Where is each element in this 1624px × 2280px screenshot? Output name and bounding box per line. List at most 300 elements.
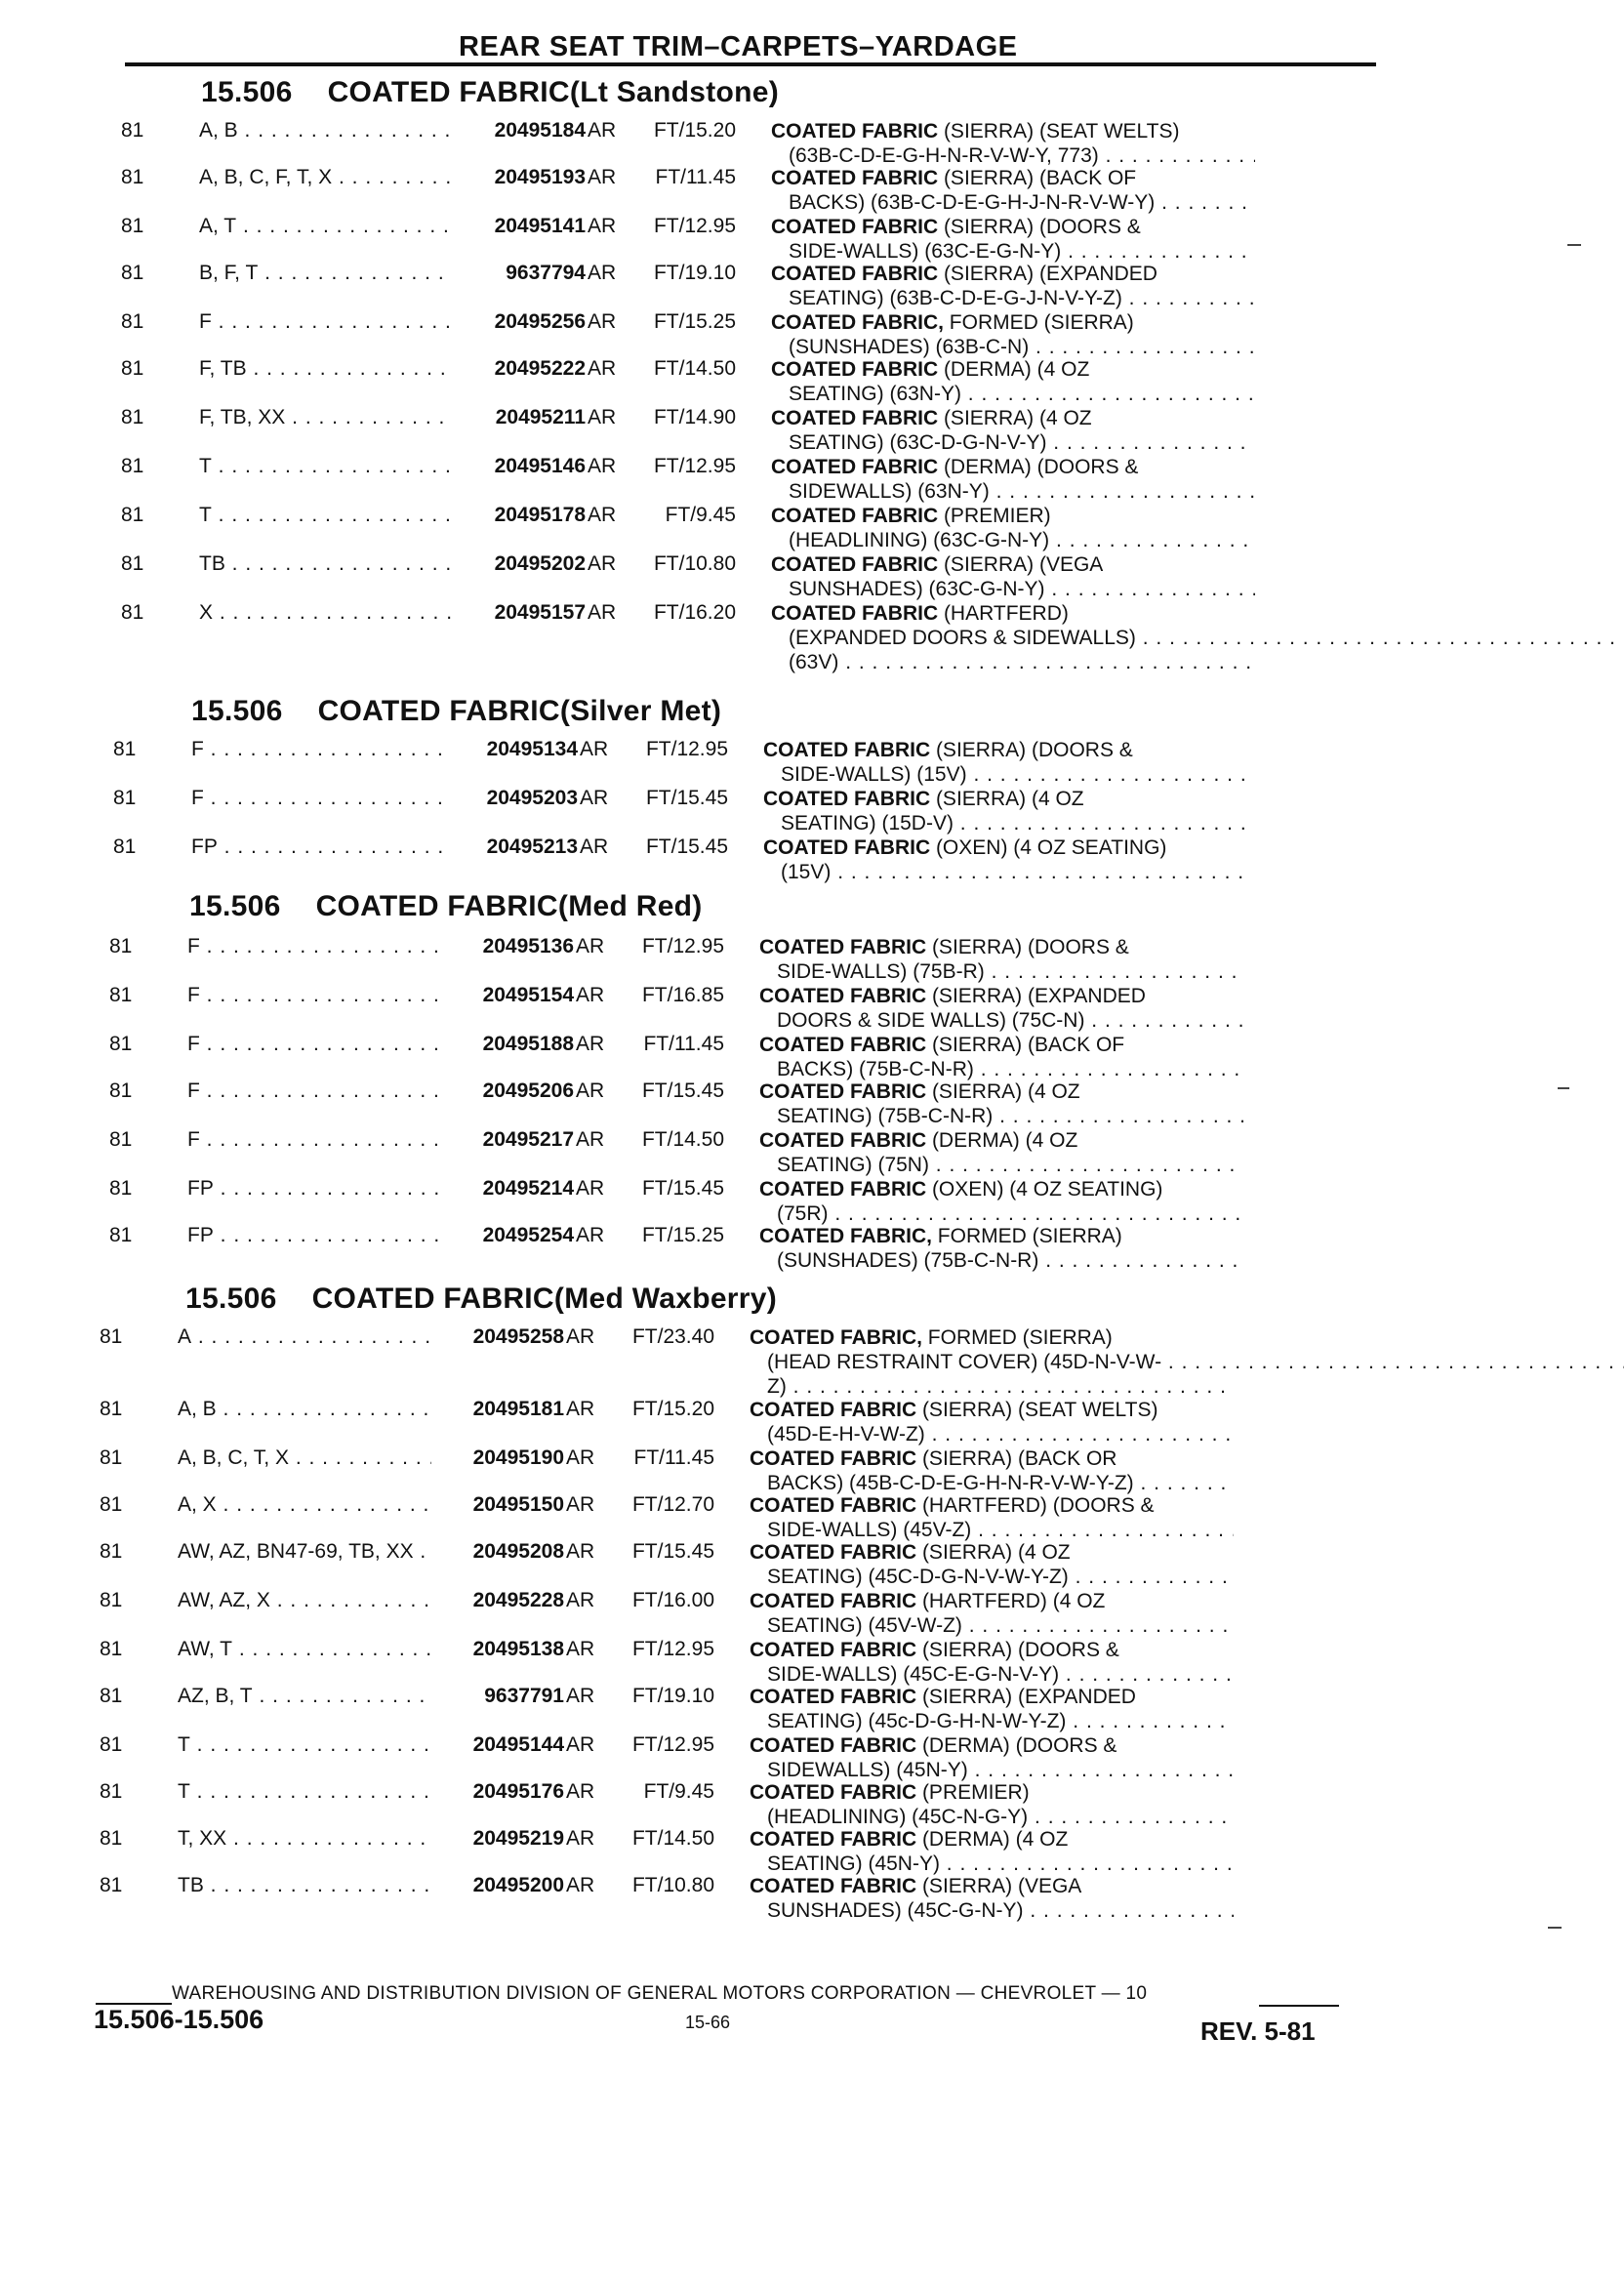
description-name: COATED FABRIC — [759, 1034, 927, 1056]
part-description — [750, 1827, 1238, 1876]
model-year: 81 — [100, 1446, 123, 1469]
section-title — [185, 1282, 777, 1316]
parts-row — [100, 1540, 1271, 1588]
model-codes: F . . . — [187, 935, 511, 958]
description-detail: (SIERRA) (4 OZ — [938, 407, 1092, 429]
description-continuation: SEATING) (15D-V) . . . — [763, 811, 1247, 835]
quantity: AR — [566, 1493, 595, 1516]
description-name: COATED FABRIC — [750, 1639, 917, 1661]
parts-row — [121, 504, 1292, 551]
part-description — [759, 1079, 1247, 1128]
model-codes: T . . . — [178, 1733, 502, 1757]
model-year: 81 — [121, 455, 144, 477]
model-year: 81 — [100, 1685, 123, 1707]
description-continuation: SEATING) (63C-D-G-N-V-Y) . . . — [771, 430, 1255, 455]
quantity: AR — [588, 455, 617, 477]
description-continuation: SUNSHADES) (63C-G-N-Y) . . . — [771, 577, 1255, 601]
description-detail: (SIERRA) (4 OZ — [916, 1541, 1071, 1564]
model-year: 81 — [100, 1874, 123, 1896]
description-line — [759, 935, 1247, 959]
unit-price: FT/15.45 — [645, 835, 728, 858]
part-description — [763, 835, 1251, 884]
model-year: 81 — [121, 166, 144, 188]
unit-price: FT/14.90 — [653, 406, 736, 428]
parts-row — [121, 119, 1292, 167]
description-continuation: (HEADLINING) (45C-N-G-Y) . . . — [750, 1805, 1234, 1829]
unit-price: FT/12.95 — [631, 1638, 714, 1660]
quantity: AR — [588, 215, 617, 237]
model-year: 81 — [121, 262, 144, 284]
section-heading: COATED FABRIC(Lt Sandstone) — [327, 76, 780, 108]
description-detail: (DERMA) (DOORS & — [916, 1734, 1117, 1757]
model-codes: F . . . — [187, 1079, 511, 1103]
description-detail: (SIERRA) (DOORS & — [916, 1639, 1119, 1661]
description-continuation: SIDE-WALLS) (45C-E-G-N-V-Y) . . . — [750, 1662, 1234, 1687]
part-number: 20495200 — [431, 1874, 564, 1897]
quantity: AR — [566, 1685, 595, 1707]
description-detail: (SIERRA) (EXPANDED — [938, 263, 1157, 285]
part-number: 20495258 — [431, 1325, 564, 1349]
parts-row — [121, 215, 1292, 263]
footer-section-range: 15.506-15.506 — [94, 2005, 264, 2034]
description-continuation: (EXPANDED DOORS & SIDEWALLS) . . . — [771, 626, 1255, 650]
unit-price: FT/11.45 — [633, 1446, 714, 1469]
unit-price: FT/19.10 — [653, 262, 736, 284]
model-year: 81 — [109, 984, 133, 1006]
model-codes: F . . . — [191, 738, 515, 761]
model-year: 81 — [121, 504, 144, 526]
parts-row — [121, 262, 1292, 309]
section-number: 15.506 — [191, 695, 283, 727]
model-year: 81 — [121, 601, 144, 624]
quantity: AR — [566, 1325, 595, 1348]
model-codes: F . . . — [187, 1128, 511, 1152]
model-codes: A, B . . . — [199, 119, 523, 142]
description-continuation: (HEADLINING) (63C-G-N-Y) . . . — [771, 528, 1255, 552]
description-continuation: (45D-E-H-V-W-Z) . . . — [750, 1422, 1234, 1446]
part-number: 20495254 — [441, 1224, 574, 1247]
part-description — [750, 1780, 1238, 1829]
part-description — [771, 552, 1259, 601]
part-number: 20495146 — [453, 455, 586, 478]
description-line — [759, 1079, 1247, 1104]
part-description — [759, 1224, 1247, 1273]
description-continuation: SIDE-WALLS) (45V-Z) . . . — [750, 1518, 1234, 1542]
part-number: 20495176 — [431, 1780, 564, 1804]
description-detail: (HARTFERD) (4 OZ — [916, 1590, 1106, 1612]
description-continuation: BACKS) (63B-C-D-E-G-H-J-N-R-V-W-Y) . . . — [771, 190, 1255, 215]
parts-row — [109, 1079, 1280, 1127]
description-name: COATED FABRIC — [763, 788, 931, 810]
description-line — [763, 787, 1251, 811]
description-name: COATED FABRIC — [771, 602, 939, 625]
part-number: 20495188 — [441, 1033, 574, 1056]
parts-row — [100, 1780, 1271, 1828]
part-number: 20495202 — [453, 552, 586, 576]
model-codes: T, XX . . . — [178, 1827, 502, 1851]
parts-row — [100, 1398, 1271, 1445]
description-name: COATED FABRIC — [771, 553, 939, 576]
description-line — [750, 1589, 1238, 1613]
description-name: COATED FABRIC — [759, 936, 927, 958]
unit-price: FT/15.45 — [641, 1079, 724, 1102]
model-year: 81 — [100, 1493, 123, 1516]
model-codes: FP . . . — [191, 835, 515, 859]
model-codes: F . . . — [199, 310, 523, 334]
margin-mark — [1567, 244, 1581, 246]
part-description — [771, 262, 1259, 310]
description-line — [771, 504, 1259, 528]
part-description — [759, 1033, 1247, 1081]
unit-price: FT/9.45 — [665, 504, 736, 526]
parts-row — [121, 166, 1292, 214]
model-year: 81 — [121, 357, 144, 380]
model-codes: F, TB . . . — [199, 357, 523, 381]
description-name: COATED FABRIC — [763, 739, 931, 761]
unit-price: FT/15.45 — [631, 1540, 714, 1563]
quantity: AR — [576, 1224, 605, 1246]
description-detail: (SIERRA) (SEAT WELTS) — [916, 1399, 1158, 1421]
unit-price: FT/19.10 — [631, 1685, 714, 1707]
part-description — [750, 1874, 1238, 1923]
quantity: AR — [580, 738, 609, 760]
part-description — [750, 1493, 1238, 1542]
model-year: 81 — [100, 1638, 123, 1660]
quantity: AR — [566, 1589, 595, 1611]
part-description — [750, 1638, 1238, 1687]
description-name: COATED FABRIC — [771, 358, 939, 381]
part-description — [763, 787, 1251, 835]
description-line — [771, 357, 1259, 382]
model-codes: T . . . — [178, 1780, 502, 1804]
section-title — [189, 890, 703, 923]
part-description — [771, 406, 1259, 455]
part-number: 20495141 — [453, 215, 586, 238]
model-codes: F . . . — [187, 984, 511, 1007]
description-line — [771, 601, 1259, 626]
description-detail: (SIERRA) (EXPANDED — [916, 1686, 1136, 1708]
description-line — [771, 552, 1259, 577]
unit-price: FT/16.85 — [641, 984, 724, 1006]
description-detail: (SIERRA) (SEAT WELTS) — [938, 120, 1180, 142]
footer-page-number: 15-66 — [685, 2013, 731, 2032]
quantity: AR — [588, 262, 617, 284]
description-line — [750, 1685, 1238, 1709]
quantity: AR — [580, 787, 609, 809]
parts-row — [113, 787, 1284, 835]
model-year: 81 — [109, 935, 133, 957]
unit-price: FT/12.95 — [653, 455, 736, 477]
parts-row — [100, 1874, 1271, 1922]
description-name: COATED FABRIC — [750, 1875, 917, 1897]
model-codes: FP . . . — [187, 1177, 511, 1201]
model-codes: A, X . . . — [178, 1493, 502, 1517]
unit-price: FT/12.95 — [645, 738, 728, 760]
section-heading: COATED FABRIC(Silver Met) — [317, 695, 722, 727]
part-description — [750, 1398, 1238, 1446]
quantity: AR — [588, 357, 617, 380]
parts-row — [113, 738, 1284, 786]
description-line — [763, 738, 1251, 762]
description-line — [750, 1733, 1238, 1758]
part-number: 20495154 — [441, 984, 574, 1007]
description-continuation: SEATING) (45N-Y) . . . — [750, 1852, 1234, 1876]
parts-row — [100, 1638, 1271, 1686]
parts-row — [109, 1224, 1280, 1272]
part-number: 20495134 — [445, 738, 578, 761]
description-detail: (SIERRA) (BACK OR — [916, 1447, 1117, 1470]
model-year: 81 — [121, 310, 144, 333]
description-name: COATED FABRIC — [750, 1828, 917, 1851]
description-continuation: DOORS & SIDE WALLS) (75C-N) . . . — [759, 1008, 1243, 1033]
model-year: 81 — [109, 1128, 133, 1151]
unit-price: FT/16.00 — [631, 1589, 714, 1611]
description-name: COATED FABRIC — [771, 505, 939, 527]
footer-revision: REV. 5-81 — [1200, 2016, 1316, 2046]
unit-price: FT/16.20 — [653, 601, 736, 624]
description-continuation: SIDE-WALLS) (15V) . . . — [763, 762, 1247, 787]
description-name: COATED FABRIC — [771, 120, 939, 142]
description-detail: FORMED (SIERRA) — [921, 1326, 1113, 1349]
model-codes: T . . . — [199, 504, 523, 527]
part-description — [759, 935, 1247, 984]
description-line — [771, 455, 1259, 479]
footer-rule-right — [1259, 2005, 1339, 2007]
description-name: COATED FABRIC — [759, 1178, 927, 1201]
unit-price: FT/15.20 — [631, 1398, 714, 1420]
parts-row — [100, 1325, 1271, 1398]
description-name: COATED FABRIC, — [771, 311, 944, 334]
description-detail: (SIERRA) (BACK OF — [926, 1034, 1125, 1056]
parts-row — [100, 1589, 1271, 1637]
parts-row — [109, 1128, 1280, 1176]
description-continuation: SEATING) (63N-Y) . . . — [771, 382, 1255, 406]
description-detail: (PREMIER) — [916, 1781, 1030, 1804]
part-description — [771, 504, 1259, 552]
part-number: 20495219 — [431, 1827, 564, 1851]
description-line — [771, 262, 1259, 286]
description-line — [750, 1540, 1238, 1565]
part-number: 20495217 — [441, 1128, 574, 1152]
parts-row — [121, 601, 1292, 673]
unit-price: FT/15.25 — [641, 1224, 724, 1246]
model-codes: TB . . . — [199, 552, 523, 576]
part-number: 20495181 — [431, 1398, 564, 1421]
description-continuation: SIDE-WALLS) (63C-E-G-N-Y) . . . — [771, 239, 1255, 264]
description-detail: (OXEN) (4 OZ SEATING) — [926, 1178, 1163, 1201]
description-continuation: SIDEWALLS) (63N-Y) . . . — [771, 479, 1255, 504]
unit-price: FT/11.45 — [643, 1033, 724, 1055]
description-line — [750, 1827, 1238, 1852]
description-detail: FORMED (SIERRA) — [943, 311, 1134, 334]
description-continuation: (SUNSHADES) (75B-C-N-R) . . . — [759, 1248, 1243, 1273]
header-rule — [125, 62, 1376, 66]
quantity: AR — [588, 406, 617, 428]
model-year: 81 — [121, 119, 144, 142]
unit-price: FT/14.50 — [653, 357, 736, 380]
model-codes: F, TB, XX . . . — [199, 406, 523, 429]
description-continuation: SIDE-WALLS) (75B-R) . . . — [759, 959, 1243, 984]
description-name: COATED FABRIC — [771, 167, 939, 189]
model-year: 81 — [100, 1540, 123, 1563]
unit-price: FT/14.50 — [641, 1128, 724, 1151]
parts-row — [100, 1733, 1271, 1781]
model-year: 81 — [100, 1589, 123, 1611]
description-detail: (SIERRA) (DOORS & — [938, 216, 1141, 238]
quantity: AR — [566, 1874, 595, 1896]
model-year: 81 — [113, 835, 137, 858]
model-codes: A, B, C, T, X . . . — [178, 1446, 502, 1470]
part-number: 20495136 — [441, 935, 574, 958]
description-name: COATED FABRIC — [759, 985, 927, 1007]
part-number: 20495256 — [453, 310, 586, 334]
model-codes: AW, T . . . — [178, 1638, 502, 1661]
section-number: 15.506 — [201, 76, 293, 108]
description-detail: (SIERRA) (4 OZ — [926, 1080, 1080, 1103]
model-codes: A . . . — [178, 1325, 502, 1349]
model-year: 81 — [121, 215, 144, 237]
description-name: COATED FABRIC — [750, 1447, 917, 1470]
section-heading: COATED FABRIC(Med Waxberry) — [311, 1282, 778, 1315]
page-title: REAR SEAT TRIM–CARPETS–YARDAGE — [459, 31, 1018, 62]
part-description — [763, 738, 1251, 787]
description-name: COATED FABRIC — [771, 216, 939, 238]
quantity: AR — [588, 552, 617, 575]
part-description — [771, 455, 1259, 504]
model-codes: B, F, T . . . — [199, 262, 523, 285]
unit-price: FT/23.40 — [631, 1325, 714, 1348]
quantity: AR — [588, 504, 617, 526]
description-name: COATED FABRIC — [750, 1686, 917, 1708]
description-detail: (OXEN) (4 OZ SEATING) — [930, 836, 1167, 859]
description-detail: (SIERRA) (VEGA — [938, 553, 1104, 576]
margin-mark — [1558, 1087, 1569, 1089]
part-description — [759, 984, 1247, 1033]
model-year: 81 — [121, 552, 144, 575]
quantity: AR — [566, 1780, 595, 1803]
quantity: AR — [588, 119, 617, 142]
model-codes: X . . . — [199, 601, 523, 625]
parts-row — [121, 455, 1292, 503]
description-name: COATED FABRIC — [750, 1781, 917, 1804]
unit-price: FT/10.80 — [631, 1874, 714, 1896]
description-name: COATED FABRIC — [750, 1399, 917, 1421]
description-name: COATED FABRIC — [771, 263, 939, 285]
description-detail: (SIERRA) (BACK OF — [938, 167, 1137, 189]
part-description — [771, 310, 1259, 359]
description-continuation: SEATING) (75N) . . . — [759, 1153, 1243, 1177]
description-line — [750, 1446, 1238, 1471]
description-continuation: (75R) . . . — [759, 1201, 1243, 1226]
part-description — [759, 1177, 1247, 1226]
description-name: COATED FABRIC — [750, 1734, 917, 1757]
part-number: 9637794 — [453, 262, 586, 285]
description-detail: (SIERRA) (4 OZ — [930, 788, 1084, 810]
model-codes: A, T . . . — [199, 215, 523, 238]
description-name: COATED FABRIC, — [759, 1225, 932, 1247]
description-line — [750, 1638, 1238, 1662]
parts-row — [121, 406, 1292, 454]
model-year: 81 — [109, 1079, 133, 1102]
unit-price: FT/10.80 — [653, 552, 736, 575]
description-detail: (DERMA) (4 OZ — [926, 1129, 1078, 1152]
part-description — [750, 1589, 1238, 1638]
model-codes: F . . . — [191, 787, 515, 810]
unit-price: FT/12.95 — [653, 215, 736, 237]
quantity: AR — [566, 1638, 595, 1660]
quantity: AR — [576, 935, 605, 957]
description-line — [759, 984, 1247, 1008]
description-detail: (DERMA) (4 OZ — [916, 1828, 1069, 1851]
description-continuation: SEATING) (45V-W-Z) . . . — [750, 1613, 1234, 1638]
model-codes: TB . . . — [178, 1874, 502, 1897]
unit-price: FT/9.45 — [643, 1780, 714, 1803]
description-continuation: BACKS) (75B-C-N-R) . . . — [759, 1057, 1243, 1081]
unit-price: FT/12.70 — [631, 1493, 714, 1516]
quantity: AR — [588, 166, 617, 188]
description-continuation: SEATING) (75B-C-N-R) . . . — [759, 1104, 1243, 1128]
part-number: 20495184 — [453, 119, 586, 142]
description-continuation: (63V) . . . — [771, 650, 1255, 674]
unit-price: FT/15.45 — [645, 787, 728, 809]
section-number: 15.506 — [185, 1282, 277, 1315]
section-title — [201, 76, 779, 109]
model-codes: FP . . . — [187, 1224, 511, 1247]
model-year: 81 — [100, 1398, 123, 1420]
description-line — [771, 310, 1259, 335]
part-number: 20495178 — [453, 504, 586, 527]
description-detail: (DERMA) (DOORS & — [938, 456, 1139, 478]
part-description — [750, 1325, 1238, 1399]
description-name: COATED FABRIC — [771, 407, 939, 429]
quantity: AR — [576, 1033, 605, 1055]
quantity: AR — [576, 984, 605, 1006]
description-line — [771, 406, 1259, 430]
parts-row — [121, 310, 1292, 358]
unit-price: FT/15.25 — [653, 310, 736, 333]
description-name: COATED FABRIC — [750, 1541, 917, 1564]
description-continuation: (63B-C-D-E-G-H-N-R-V-W-Y, 773) . . . — [771, 143, 1255, 168]
part-description — [750, 1685, 1238, 1733]
parts-row — [109, 984, 1280, 1032]
section-number: 15.506 — [189, 890, 281, 922]
unit-price: FT/12.95 — [631, 1733, 714, 1756]
parts-row — [100, 1827, 1271, 1875]
description-name: COATED FABRIC — [759, 1129, 927, 1152]
description-line — [763, 835, 1251, 860]
part-description — [771, 601, 1259, 674]
description-line — [750, 1325, 1238, 1350]
unit-price: FT/15.20 — [653, 119, 736, 142]
part-number: 20495138 — [431, 1638, 564, 1661]
quantity: AR — [580, 835, 609, 858]
description-line — [759, 1224, 1247, 1248]
part-number: 20495190 — [431, 1446, 564, 1470]
model-year: 81 — [100, 1733, 123, 1756]
description-continuation: BACKS) (45B-C-D-E-G-H-N-R-V-W-Y-Z) . . . — [750, 1471, 1234, 1495]
part-number: 20495144 — [431, 1733, 564, 1757]
description-line — [771, 119, 1259, 143]
description-detail: (PREMIER) — [938, 505, 1051, 527]
description-continuation: SEATING) (45c-D-G-H-N-W-Y-Z) . . . — [750, 1709, 1234, 1733]
model-codes: F . . . — [187, 1033, 511, 1056]
model-year: 81 — [109, 1224, 133, 1246]
part-description — [771, 119, 1259, 168]
quantity: AR — [576, 1128, 605, 1151]
model-year: 81 — [109, 1033, 133, 1055]
description-detail: (SIERRA) (VEGA — [916, 1875, 1082, 1897]
parts-row — [121, 357, 1292, 405]
